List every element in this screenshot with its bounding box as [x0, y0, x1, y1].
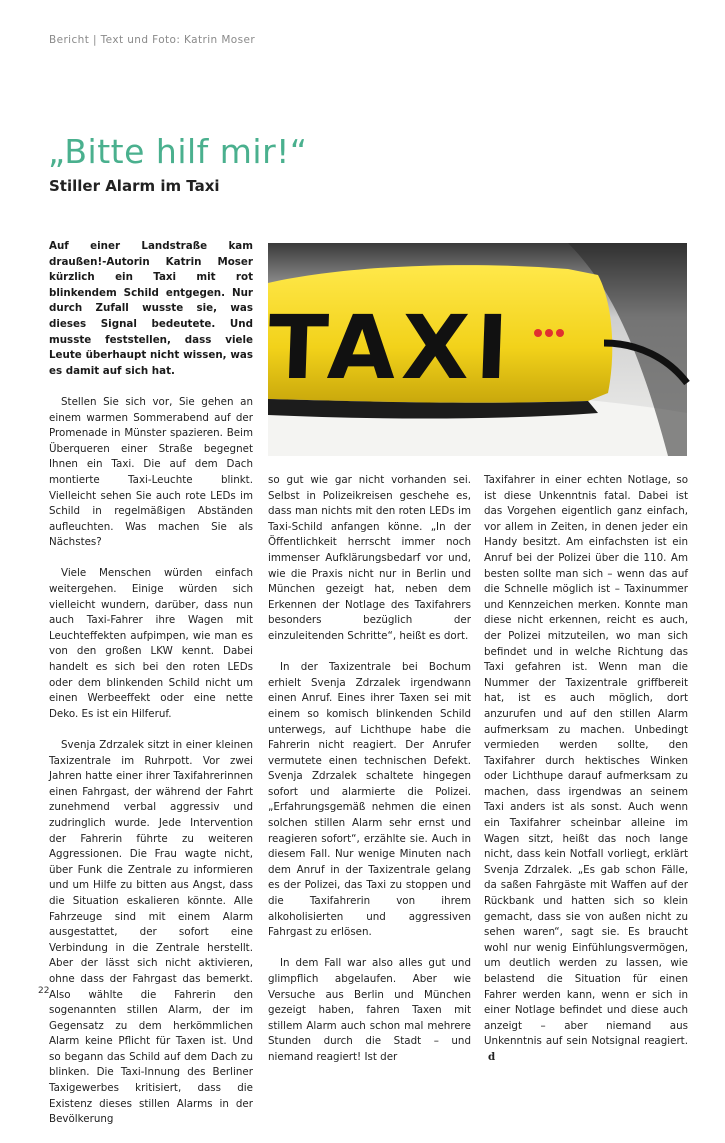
paragraph: so gut wie gar nicht vorhanden sei. Selbst in Polizeikreisen geschehe es, dass man nichts mit den roten LEDs im Taxi-Schild anfangen könne. „In der Öffentlichkeit herrscht immer noch immenser Aufklärungsbedarf vor und, wie die Praxis nicht nur in Berlin und München gezeigt hat, neben dem Erkennen der Notlage des Taxifahrers besonders bezüglich der einzuleitenden Schritte“, heißt es dort.: [268, 474, 471, 642]
paragraph: Viele Menschen würden einfach weitergehen. Einige würden sich vielleicht wundern, darüber, dass nun auch Taxi-Fahrer ihre Wagen mit Leuchteffekten aufpimpen, wie man es von den großen LKW kennt. Dabei handelt es sich bei den roten LEDs oder dem blinkenden Schild nicht um einen Werbeeffekt oder eine nette Deko. Es ist ein Hilferuf.: [49, 567, 253, 720]
alarm-led-indicators: [534, 329, 564, 337]
text-column-2: [268, 473, 471, 1081]
paragraph: Stellen Sie sich vor, Sie gehen an einem warmen Sommerabend auf der Promenade in Münster spazieren. Beim Überqueren einer Straße begegnet Ihnen ein Taxi. Die auf dem Dach montierte Taxi-Leuchte blinkt. Vielleicht sehen Sie auch rote LEDs im Schild in regelmäßigen Abständen aufleuchten. Was machen Sie als Nächstes?: [49, 395, 253, 549]
paragraph-text: Taxifahrer in einer echten Notlage, so ist diese Unkenntnis fatal. Dabei ist das Vorgehen eigentlich ganz einfach, vor allem in Zeiten, in denen jeder ein Handy besitzt. Am einfachsten ist ein Anruf bei der Polizei über die 110. Am besten sollte man sich – wenn das auf die Schnelle möglich ist – Taxinummer und Kennzeichen merken. Konnte man diese nicht erkennen, reicht es auch, der Polizei mitzuteilen, wo man sich befindet und in welche Richtung das Taxi gefahren ist. Wenn man die Nummer der Taxizentrale griffbereit hat, ist es auch möglich, dort anzurufen und auf den stillen Alarm aufmerksam zu machen. Unbedingt vermieden werden sollte, den Taxifahrer durch hektisches Winken oder Lichthupe darauf aufmerksam zu machen, dass irgendwas an seinem Taxi anders ist als sonst. Auch wenn ein Taxifahrer scheinbar alleine im Wagen sitzt, heißt das noch lange nicht, dass kein Notfall vorliegt, erklärt Svenja Zdrzalek. „Es gab schon Fälle, da saßen Fahrgäste mit Waffen auf der Rückbank und hatten sich so klein gemacht, dass sie von außen nicht zu sehen waren“, sagt sie. Es braucht wohl nur wenig Einfühlungsvermögen, um deutlich werden zu lassen, wie belastend die Situation für einen Fahrer werden kann, wenn er sich in einer Notlage befindet und diese auch anzeigt – aber niemand aus Unkenntnis auf sein Notsignal reagiert.: [484, 474, 688, 1048]
taxi-sign-photo: [268, 243, 687, 456]
article-subtitle: Stiller Alarm im Taxi: [49, 177, 220, 195]
paragraph: In der Taxizentrale bei Bochum erhielt Svenja Zdrzalek irgendwann einen Anruf. Eines ihrer Taxen sei mit einem so komisch blinkenden Schild unterwegs, auf Lichthupe habe die Fahrerin nicht reagiert. Der Anrufer vermutete einen technischen Defekt. Svenja Zdrzalek schaltete hingegen sofort und alarmierte die Polizei. „Erfahrungsgemäß nehmen die einen solchen stillen Alarm sehr ernst und reagieren sofort“, erzählte sie. Auch in diesem Fall. Nur wenige Minuten nach dem Anruf in der Taxizentrale gelang es der Polizei, das Taxi zu stoppen und die Taxifahrerin von ihrem alkoholisierten und aggressiven Fahrgast zu erlösen.: [268, 661, 471, 939]
taxi-sign-illustration: [268, 243, 687, 456]
paragraph: [484, 473, 688, 1066]
article-lead: Auf einer Landstraße kam draußen!-Autorin Katrin Moser kürzlich ein Taxi mit rot blinkendem Schild entgegen. Nur durch Zufall wusste sie, was dieses Signal bedeutete. Und musste feststellen, dass viele Leute überhaupt nicht wissen, was es damit auf sich hat.: [49, 240, 253, 377]
text-column-3: [484, 473, 688, 1081]
paragraph: Svenja Zdrzalek sitzt in einer kleinen Taxizentrale im Ruhrpott. Vor zwei Jahren hatte einer ihrer Taxifahrerinnen einen Fahrgast, der während der Fahrt zunehmend verbal aggressiv und zudringlich wurde. Jede Intervention der Fahrerin führte zu weiteren Aggressionen. Die Frau wagte nicht, über Funk die Zentrale zu informieren und um Hilfe zu bitten aus Angst, dass die Situation eskalieren könnte. Alle Fahrzeuge sind mit einem Alarm ausgestattet, der sofort eine Verbindung in die Zentrale herstellt. Aber der lässt sich nicht aktivieren, ohne dass der Fahrgast das bemerkt. Also wählte die Fahrerin den sogenannten stillen Alarm, der im Gegensatz zu dem herkömmlichen Alarm keine Pflicht für Taxen ist. Und so begann das Schild auf dem Dach zu blinken. Die Taxi-Innung des Berliner Taxigewerbes kritisiert, dass die Existenz dieses stillen Alarms in der Bevölkerung: [49, 739, 253, 1126]
page-number: 22: [38, 986, 50, 996]
paragraph: In dem Fall war also alles gut und glimpflich abgelaufen. Aber wie Versuche aus Berlin und München gezeigt haben, fahren Taxen mit stillem Alarm auch schon mal mehrere Stunden durch die Stadt – und niemand reagiert! Ist der: [268, 957, 471, 1063]
taxi-sign-text: TAXI: [266, 296, 517, 399]
article-title: „Bitte hilf mir!“: [48, 132, 308, 171]
text-column-1: [49, 239, 253, 1143]
end-mark: d: [488, 1050, 496, 1063]
article-kicker: Bericht | Text und Foto: Katrin Moser: [49, 34, 256, 46]
